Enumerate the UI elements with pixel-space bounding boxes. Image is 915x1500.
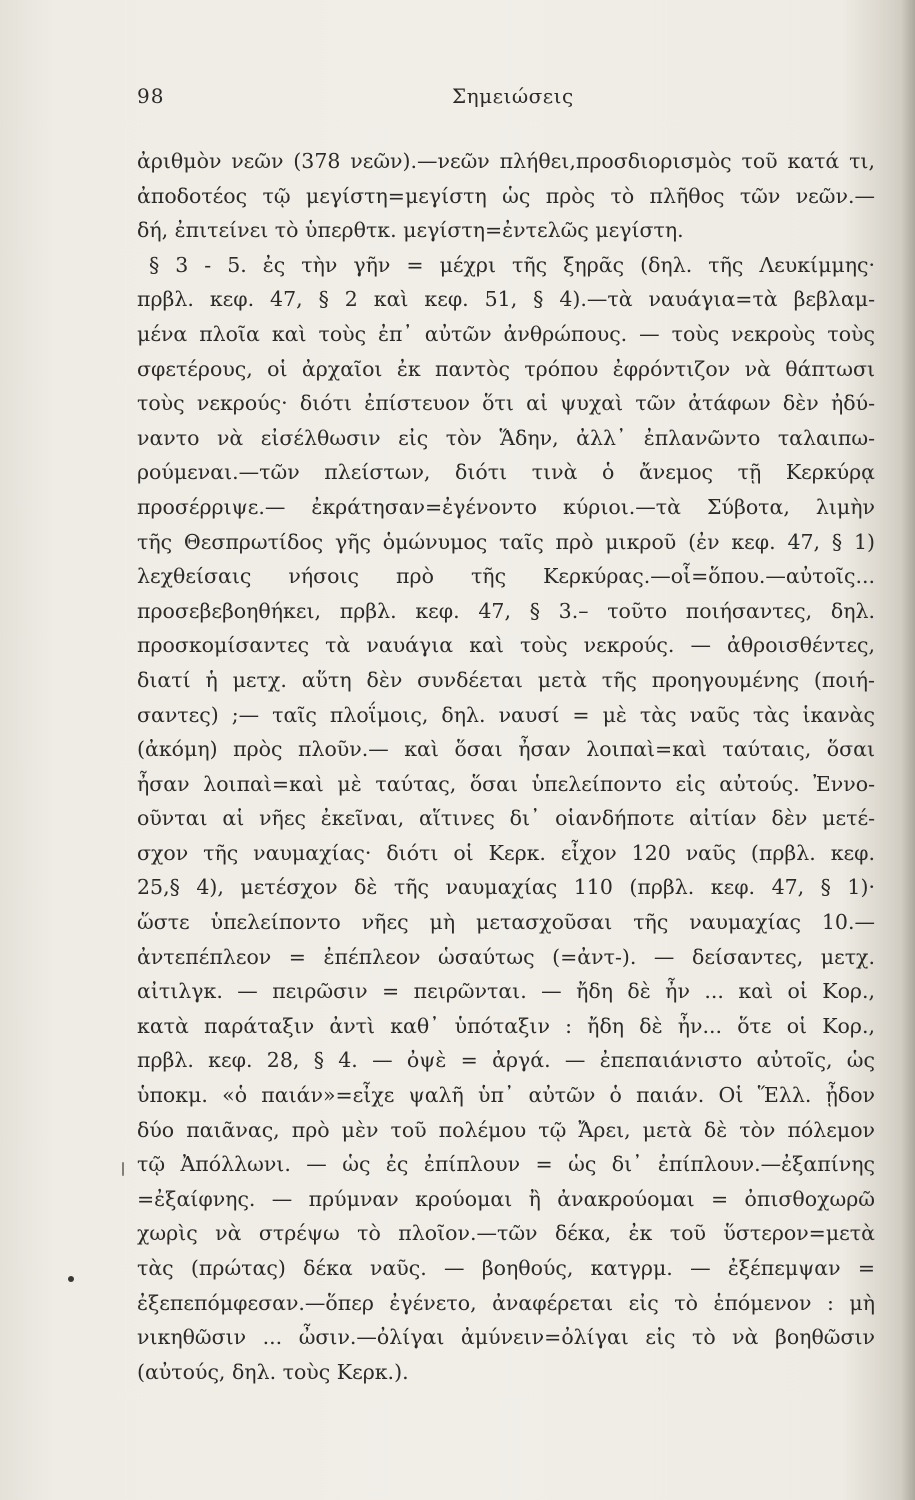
- ink-speck: [68, 1276, 74, 1282]
- text-line: τῆς Θεσπρωτίδος γῆς ὁμώνυμος ταῖς πρὸ μικροῦ (ἐν κεφ. 47, § 1): [137, 529, 875, 554]
- running-head: Σημειώσεις: [452, 84, 574, 108]
- text-line: τῷ Ἀπόλλωνι. — ὡς ἐς ἐπίπλουν = ὡς δι᾽ ἐπίπλουν.—ἐξαπίνης: [137, 1152, 875, 1177]
- body-text: [137, 144, 875, 1389]
- text-line: δύο παιᾶνας, πρὸ μὲν τοῦ πολέμου τῷ Ἄρει, μετὰ δὲ τὸν πόλεμον: [137, 1117, 875, 1142]
- text-line: ἐξεπεπόμφεσαν.—ὅπερ ἐγένετο, ἀναφέρεται εἰς τὸ ἑπόμενον : μὴ: [137, 1290, 875, 1315]
- text-line: προσεβεβοηθήκει, πρβλ. κεφ. 47, § 3.– τοῦτο ποιήσαντες, δηλ.: [137, 598, 875, 623]
- text-line: τοὺς νεκρούς· διότι ἐπίστευον ὅτι αἱ ψυχαὶ τῶν ἀτάφων δὲν ἠδύ-: [137, 391, 875, 416]
- text-line: χωρὶς νὰ στρέψω τὸ πλοῖον.—τῶν δέκα, ἐκ τοῦ ὕστερον=μετὰ: [137, 1221, 875, 1246]
- text-line: κατὰ παράταξιν ἀντὶ καθ᾽ ὑπόταξιν : ἤδη δὲ ἦν... ὅτε οἱ Κορ.,: [137, 1013, 875, 1038]
- text-line: 25,§ 4), μετέσχον δὲ τῆς ναυμαχίας 110 (πρβλ. κεφ. 47, § 1)·: [137, 875, 875, 900]
- ink-speck: [122, 1162, 124, 1176]
- text-line: ὥστε ὑπελείποντο νῆες μὴ μετασχοῦσαι τῆς ναυμαχίας 10.—: [137, 910, 875, 935]
- text-line: =ἐξαίφνης. — πρύμναν κρούομαι ἢ ἀνακρούομαι = ὀπισθοχωρῶ: [137, 1186, 875, 1211]
- text-line: ἀντεπέπλεον = ἐπέπλεον ὡσαύτως (=ἀντ-). — δείσαντες, μετχ.: [137, 944, 875, 969]
- text-line: σχον τῆς ναυμαχίας· διότι οἱ Κερκ. εἶχον 120 ναῦς (πρβλ. κεφ.: [137, 840, 875, 865]
- page-edge-shadow: [901, 0, 915, 1500]
- text-line: προσκομίσαντες τὰ ναυάγια καὶ τοὺς νεκρούς. — ἀθροισθέντες,: [137, 633, 875, 658]
- page-header: [137, 84, 877, 118]
- text-line: σφετέρους, οἱ ἀρχαῖοι ἐκ παντὸς τρόπου ἐφρόντιζον νὰ θάπτωσι: [137, 356, 875, 381]
- text-line: ναντο νὰ εἰσέλθωσιν εἰς τὸν Ἅδην, ἀλλ᾽ ἐπλανῶντο ταλαιπω-: [137, 425, 875, 450]
- text-line: σαντες) ;— ταῖς πλοΐμοις, δηλ. ναυσί = μὲ τὰς ναῦς τὰς ἱκανὰς: [137, 702, 875, 727]
- text-line: τὰς (πρώτας) δέκα ναῦς. — βοηθούς, κατγρμ. — ἐξέπεμψαν =: [137, 1256, 875, 1280]
- text-line: (αὐτούς, δηλ. τοὺς Κερκ.).: [137, 1359, 409, 1384]
- text-line: ὑποκμ. «ὁ παιάν»=εἶχε ψαλῆ ὑπ᾽ αὐτῶν ὁ παιάν. Οἱ Ἕλλ. ᾖδον: [137, 1083, 875, 1108]
- text-line: δή, ἐπιτείνει τὸ ὑπερθτκ. μεγίστη=ἐντελῶς μεγίστη.: [137, 218, 684, 243]
- text-line: πρβλ. κεφ. 47, § 2 καὶ κεφ. 51, § 4).—τὰ ναυάγια=τὰ βεβλαμ-: [137, 287, 875, 312]
- text-line: ἦσαν λοιπαὶ=καὶ μὲ ταύτας, ὅσαι ὑπελείποντο εἰς αὐτούς. Ἐννο-: [137, 771, 875, 796]
- text-line: μένα πλοῖα καὶ τοὺς ἐπ᾽ αὐτῶν ἀνθρώπους. — τοὺς νεκροὺς τοὺς: [137, 321, 875, 346]
- text-line: λεχθείσαις νήσοις πρὸ τῆς Κερκύρας.—οἷ=ὅπου.—αὐτοῖς...: [137, 564, 875, 589]
- text-line: αἰτιλγκ. — πειρῶσιν = πειρῶνται. — ἤδη δὲ ἦν ... καὶ οἱ Κορ.,: [137, 979, 875, 1004]
- text-line: ρούμεναι.—τῶν πλείστων, διότι τινὰ ὁ ἄνεμος τῇ Κερκύρᾳ: [137, 460, 875, 485]
- text-line: προσέρριψε.— ἐκράτησαν=ἐγένοντο κύριοι.—τὰ Σύβοτα, λιμὴν: [137, 494, 875, 519]
- page-number: 98: [137, 84, 165, 108]
- text-line: νικηθῶσιν ... ὦσιν.—ὀλίγαι ἀμύνειν=ὀλίγαι εἰς τὸ νὰ βοηθῶσιν: [137, 1325, 875, 1350]
- text-line: § 3 - 5. ἐς τὴν γῆν = μέχρι τῆς ξηρᾶς (δηλ. τῆς Λευκίμμης·: [149, 252, 875, 277]
- text-line: οῦνται αἱ νῆες ἐκεῖναι, αἵτινες δι᾽ οἱανδήποτε αἰτίαν δὲν μετέ-: [137, 806, 875, 831]
- text-line: πρβλ. κεφ. 28, § 4. — ὀψὲ = ἀργά. — ἐπεπαιάνιστο αὐτοῖς, ὡς: [137, 1048, 875, 1073]
- text-line: ἀριθμὸν νεῶν (378 νεῶν).—νεῶν πλήθει,προσδιορισμὸς τοῦ κατά τι,: [137, 149, 875, 173]
- text-line: διατί ἡ μετχ. αὕτη δὲν συνδέεται μετὰ τῆς προηγουμένης (ποιή-: [137, 667, 875, 692]
- text-line: (ἀκόμη) πρὸς πλοῦν.— καὶ ὅσαι ἦσαν λοιπαὶ=καὶ ταύταις, ὅσαι: [137, 737, 875, 762]
- text-line: ἀποδοτέος τῷ μεγίστη=μεγίστη ὡς πρὸς τὸ πλῆθος τῶν νεῶν.—: [137, 183, 875, 208]
